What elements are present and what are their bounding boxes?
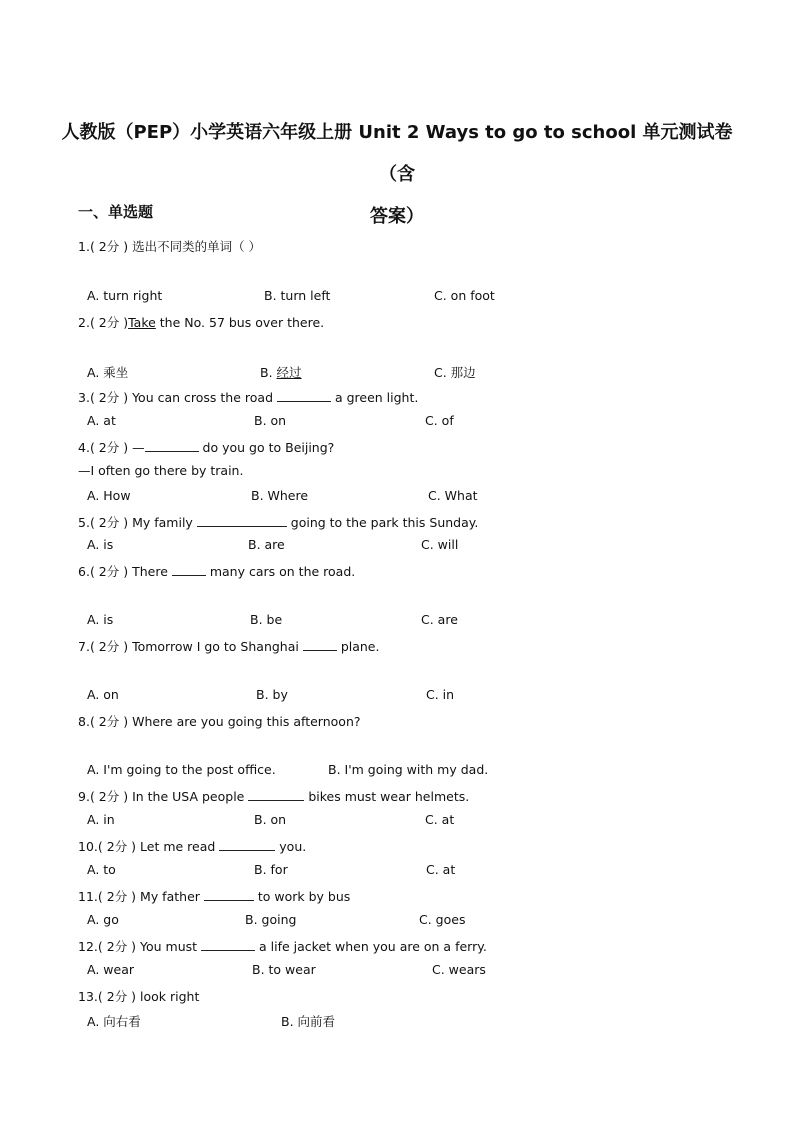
question-13: 13.( 2分 ) look right (78, 989, 200, 1004)
answer-blank (303, 639, 337, 651)
q8-option-a[interactable]: A. I'm going to the post office. (87, 762, 276, 777)
question-9: 9.( 2分 ) In the USA people bikes must wear helmets. (78, 789, 470, 804)
q2-option-a[interactable]: A. 乘坐 (87, 365, 129, 380)
question-5: 5.( 2分 ) My family going to the park this Sunday. (78, 515, 479, 530)
q11-option-c[interactable]: C. goes (419, 912, 466, 927)
q1-option-c[interactable]: C. on foot (434, 288, 495, 303)
question-3: 3.( 2分 ) You can cross the road a green light. (78, 390, 419, 405)
q3-option-b[interactable]: B. on (254, 413, 287, 428)
question-6: 6.( 2分 ) There many cars on the road. (78, 564, 356, 579)
question-7: 7.( 2分 ) Tomorrow I go to Shanghai plane. (78, 639, 380, 654)
q6-option-c[interactable]: C. are (421, 612, 458, 627)
q7-option-b[interactable]: B. by (256, 687, 288, 702)
q1-option-b[interactable]: B. turn left (264, 288, 331, 303)
q1-option-a[interactable]: A. turn right (87, 288, 163, 303)
q12-option-b[interactable]: B. to wear (252, 962, 316, 977)
q4-option-a[interactable]: A. How (87, 488, 131, 503)
question-12: 12.( 2分 ) You must a life jacket when you are on a ferry. (78, 939, 487, 954)
q3-option-a[interactable]: A. at (87, 413, 116, 428)
title-line-1: 人教版（PEP）小学英语六年级上册 Unit 2 Ways to go to school 单元测试卷（含 (61, 122, 733, 185)
answer-blank (197, 515, 287, 527)
question-8: 8.( 2分 ) Where are you going this afternoon? (78, 714, 361, 729)
underlined-word: Take (128, 315, 156, 330)
q9-option-a[interactable]: A. in (87, 812, 115, 827)
q2-option-c[interactable]: C. 那边 (434, 365, 476, 380)
q5-option-b[interactable]: B. are (248, 537, 285, 552)
q5-option-c[interactable]: C. will (421, 537, 459, 552)
q12-option-a[interactable]: A. wear (87, 962, 134, 977)
q10-option-a[interactable]: A. to (87, 862, 116, 877)
q13-option-b[interactable]: B. 向前看 (281, 1014, 336, 1029)
question-11: 11.( 2分 ) My father to work by bus (78, 889, 351, 904)
answer-blank (145, 440, 199, 452)
question-4: 4.( 2分 ) — do you go to Beijing? (78, 440, 335, 455)
title-line-2: 答案） (370, 206, 424, 227)
q9-option-b[interactable]: B. on (254, 812, 287, 827)
answer-blank (172, 564, 206, 576)
q11-option-a[interactable]: A. go (87, 912, 119, 927)
q10-option-b[interactable]: B. for (254, 862, 288, 877)
q6-option-a[interactable]: A. is (87, 612, 114, 627)
question-1: 1.( 2分 ) 选出不同类的单词（ ） (78, 239, 262, 254)
q8-option-b[interactable]: B. I'm going with my dad. (328, 762, 489, 777)
q7-option-a[interactable]: A. on (87, 687, 119, 702)
q13-option-a[interactable]: A. 向右看 (87, 1014, 141, 1029)
q12-option-c[interactable]: C. wears (432, 962, 486, 977)
question-10: 10.( 2分 ) Let me read you. (78, 839, 307, 854)
q11-option-b[interactable]: B. going (245, 912, 297, 927)
question-2: 2.( 2分 )Take the No. 57 bus over there. (78, 315, 325, 330)
q3-option-c[interactable]: C. of (425, 413, 454, 428)
q5-option-a[interactable]: A. is (87, 537, 114, 552)
section-heading: 一、单选题 (78, 203, 154, 221)
q6-option-b[interactable]: B. be (250, 612, 283, 627)
q7-option-c[interactable]: C. in (426, 687, 455, 702)
q9-option-c[interactable]: C. at (425, 812, 455, 827)
q10-option-c[interactable]: C. at (426, 862, 456, 877)
answer-blank (219, 839, 275, 851)
answer-blank (248, 789, 304, 801)
question-4-answer-line: —I often go there by train. (78, 463, 244, 478)
answer-blank (204, 889, 254, 901)
document-title (60, 112, 734, 238)
q4-option-b[interactable]: B. Where (251, 488, 309, 503)
answer-blank (201, 939, 255, 951)
answer-blank (277, 390, 331, 402)
q4-option-c[interactable]: C. What (428, 488, 478, 503)
q2-option-b[interactable]: B. 经过 (260, 365, 302, 380)
